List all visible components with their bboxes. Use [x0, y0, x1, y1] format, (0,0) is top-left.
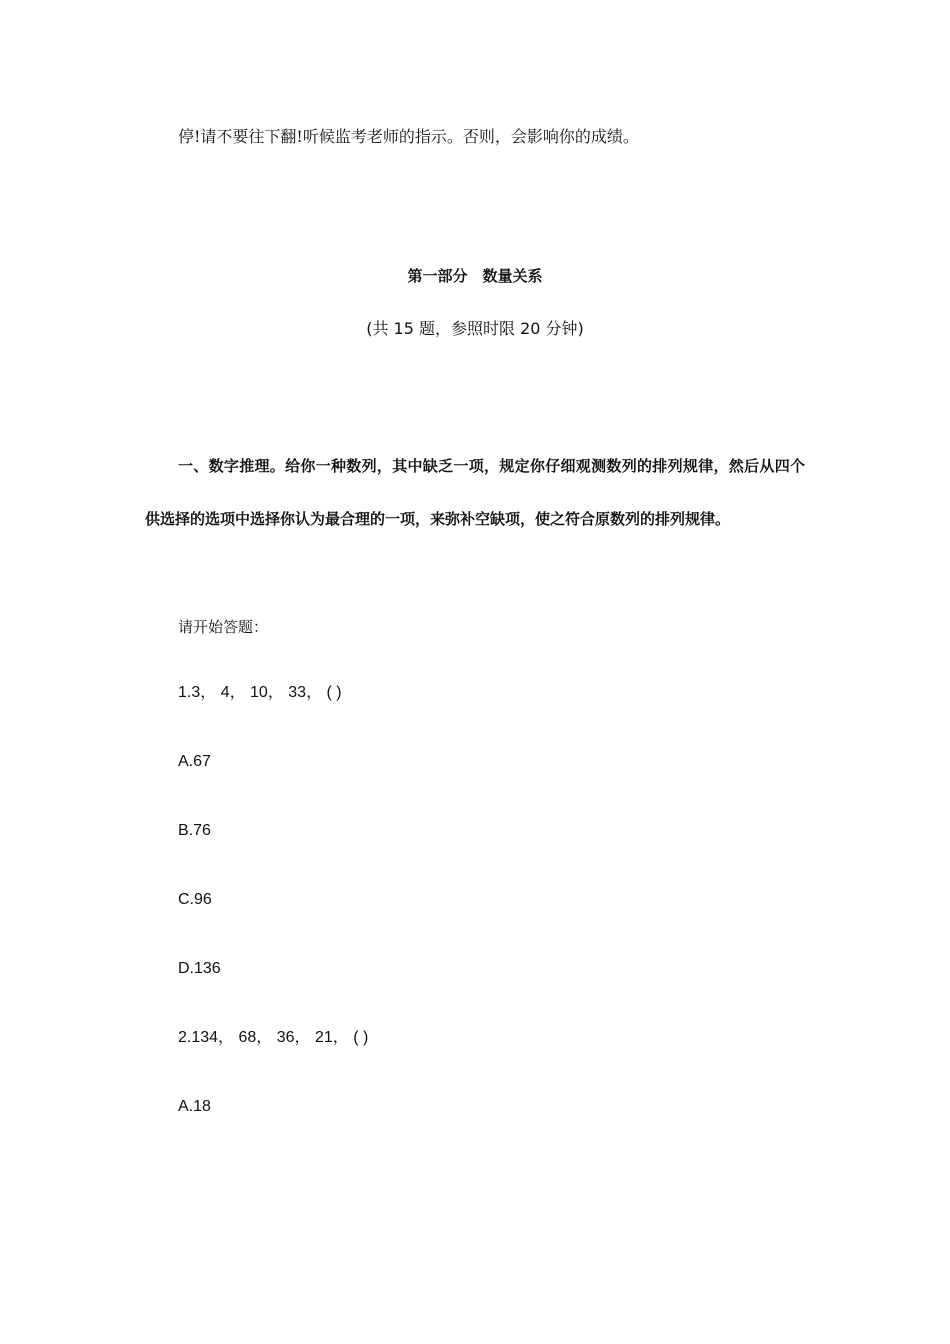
question-1-option-a: A.67: [178, 753, 211, 770]
instructions-paragraph: 一、数字推理。给你一种数列，其中缺乏一项，规定你仔细观测数列的排列规律，然后从四个供选择的选项中选择你认为最合理的一项，来弥补空缺项，使之符合原数列的排列规律。: [145, 457, 805, 528]
question-2-stem: 2.134， 68， 36， 21， ( ): [178, 1029, 369, 1046]
question-1-option-d: D.136: [178, 960, 221, 977]
stop-notice: 停!请不要往下翻!听候监考老师的指示。否则，会影响你的成绩。: [178, 127, 639, 146]
question-2-option-a: A.18: [178, 1098, 211, 1115]
question-1-stem: 1.3， 4， 10， 33， ( ): [178, 684, 342, 701]
question-1-option-c: C.96: [178, 891, 212, 908]
question-1-option-b: B.76: [178, 822, 211, 839]
section-title: 第一部分 数量关系: [407, 267, 543, 285]
start-prompt: 请开始答题：: [178, 618, 269, 636]
section-subtitle: (共 15 题，参照时限 20 分钟): [366, 319, 584, 338]
